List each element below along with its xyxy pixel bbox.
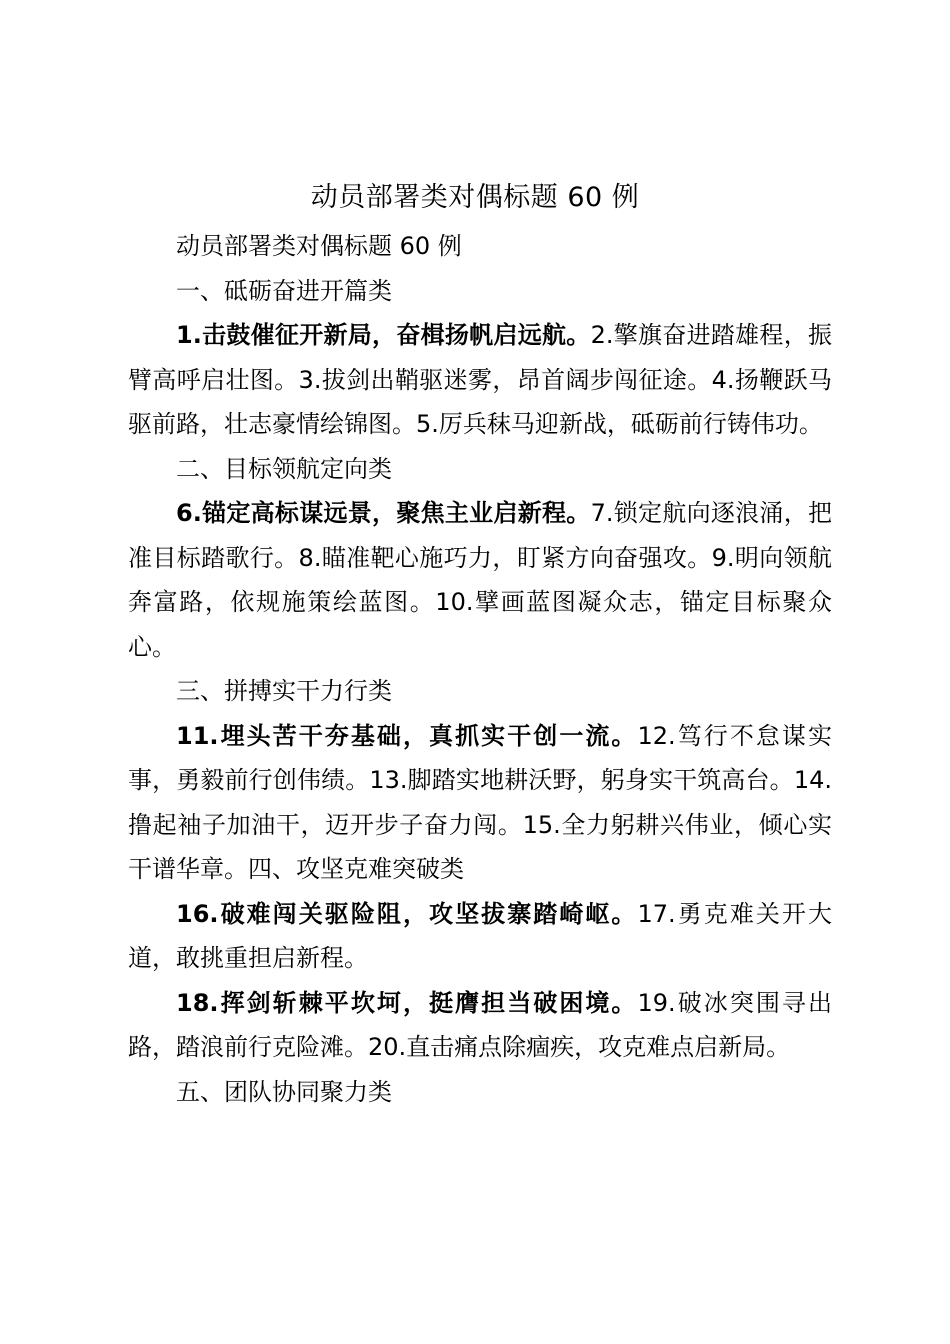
paragraph-text: 7.锁定航向逐浪涌，把准目标踏歌行。8.瞄准靶心施巧力，盯紧方向奋强攻。9.明向领航奔富路，依规施策绘蓝图。10.擘画蓝图凝众志，锚定目标聚众心。: [128, 499, 832, 661]
bold-lead-sentence: 6.锚定高标谋远景，聚焦主业启新程。: [176, 499, 591, 527]
bold-lead-sentence: 18.挥剑斩棘平坎坷，挺膺担当破困境。: [176, 988, 638, 1017]
section-heading: 三、拼搏实干力行类: [176, 677, 392, 705]
paragraph: [128, 981, 832, 1070]
paragraph-text: 19.破冰突围寻出路，踏浪前行克险滩。20.直击痛点除痼疾，攻克难点启新局。: [128, 988, 832, 1061]
section-heading: 一、砥砺奋进开篇类: [176, 276, 392, 305]
section-heading: 二、目标领航定向类: [176, 454, 392, 483]
bold-lead-sentence: 11.埋头苦干夯基础，真抓实干创一流。: [176, 721, 638, 750]
paragraph-text: 17.勇克难关开大道，敢挑重担启新程。: [128, 899, 832, 972]
paragraph: [128, 714, 832, 892]
document-body: [128, 224, 832, 1114]
bold-lead-sentence: 1.击鼓催征开新局，奋楫扬帆启远航。: [176, 321, 591, 349]
subtitle-paragraph: 动员部署类对偶标题 60 例: [176, 232, 462, 260]
paragraph-text: 12.笃行不怠谋实事，勇毅前行创伟绩。13.脚踏实地耕沃野，躬身实干筑高台。14.撸起袖子加油干，迈开步子奋力闯。15.全力躬耕兴伟业，倾心实干谱华章。四、攻坚克难突破类: [128, 721, 832, 883]
bold-lead-sentence: 16.破难闯关驱险阻，攻坚拔寨踏崎岖。: [176, 899, 638, 928]
paragraph-text: 2.擎旗奋进踏雄程，振臂高呼启壮图。3.拔剑出鞘驱迷雾，昂首阔步闯征途。4.扬鞭跃马驱前路，壮志豪情绘锦图。5.厉兵秣马迎新战，砥砺前行铸伟功。: [128, 321, 832, 438]
paragraph: [128, 313, 832, 447]
paragraph: [128, 491, 832, 669]
paragraph: [128, 892, 832, 981]
section-heading: 五、团队协同聚力类: [176, 1077, 392, 1106]
document-title: 动员部署类对偶标题 60 例: [310, 182, 640, 213]
